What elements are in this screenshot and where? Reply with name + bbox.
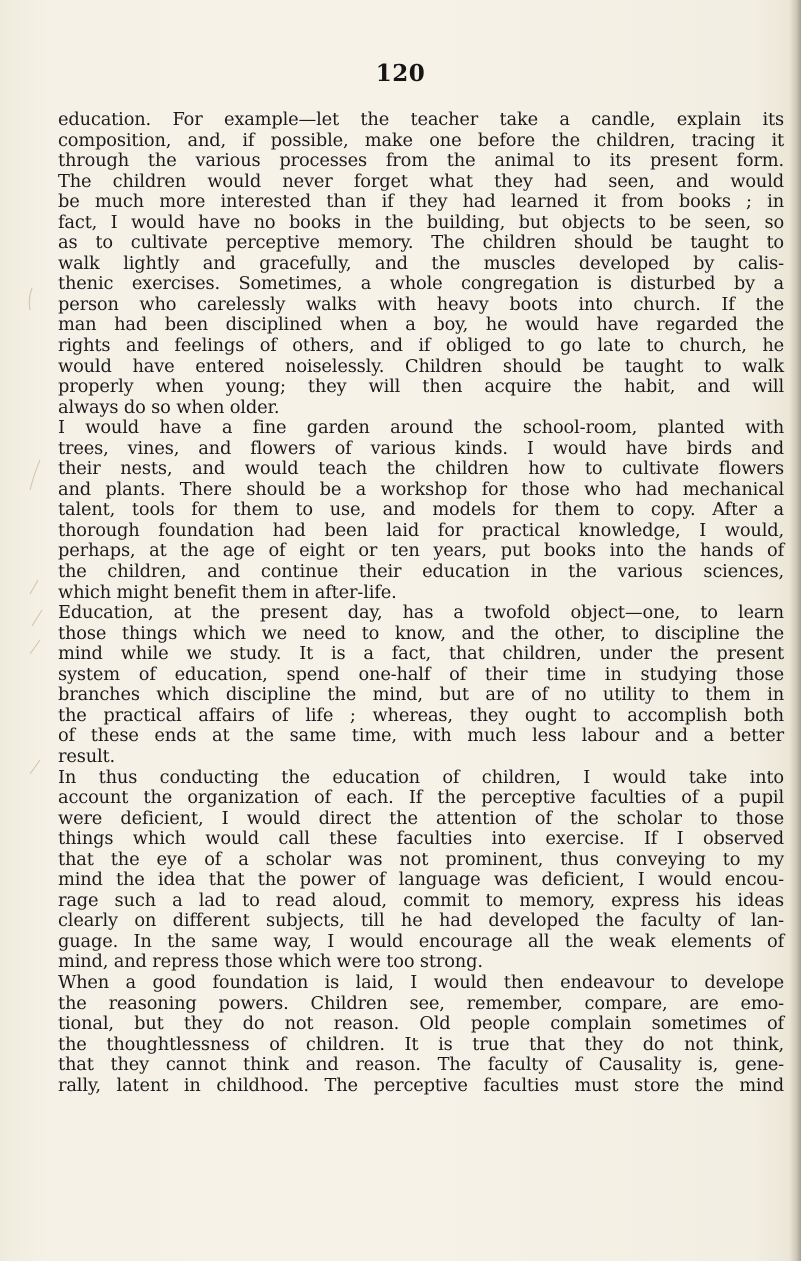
text-line: were deficient, I would direct the attention of the scholar to those <box>58 807 784 829</box>
text-line: that the eye of a scholar was not prominent, thus conveying to my <box>58 848 784 870</box>
text-line: rally, latent in childhood. The perceptive faculties must store the mind <box>58 1074 784 1096</box>
text-line: rights and feelings of others, and if obliged to go late to church, he <box>58 335 784 357</box>
text-line: mind while we study. It is a fact, that children, under the present <box>58 643 784 665</box>
text-line: talent, tools for them to use, and models for them to copy. After a <box>58 499 784 521</box>
text-line: guage. In the same way, I would encourage all the weak elements of <box>58 930 784 952</box>
text-line: I would have a fine garden around the school-room, planted with <box>58 417 784 439</box>
text-line: their nests, and would teach the children how to cultivate flowers <box>58 458 784 480</box>
text-line: fact, I would have no books in the building, but objects to be seen, so <box>58 211 784 233</box>
text-line: through the various processes from the animal to its present form. <box>58 150 784 172</box>
text-line: perhaps, at the age of eight or ten years, put books into the hands of <box>58 540 784 562</box>
text-line: system of education, spend one-half of their time in studying those <box>58 663 784 685</box>
text-line: of these ends at the same time, with much less labour and a better <box>58 725 784 747</box>
text-line: mind, and repress those which were too strong. <box>58 951 483 973</box>
text-line: that they cannot think and reason. The faculty of Causality is, gene- <box>58 1054 784 1076</box>
text-line: be much more interested than if they had learned it from books ; in <box>58 191 784 213</box>
text-line: the practical affairs of life ; whereas, they ought to accomplish both <box>58 704 784 726</box>
text-line: person who carelessly walks with heavy boots into church. If the <box>58 293 784 315</box>
text-line: Education, at the present day, has a twofold object—one, to learn <box>58 602 784 624</box>
text-line: composition, and, if possible, make one before the children, tracing it <box>58 129 784 151</box>
text-line: thenic exercises. Sometimes, a whole congregation is disturbed by a <box>58 273 784 295</box>
page-number: 120 <box>375 60 426 87</box>
text-line: The children would never forget what they had seen, and would <box>58 170 784 192</box>
text-line: things which would call these faculties into exercise. If I observed <box>58 828 784 850</box>
text-line: thorough foundation had been laid for practical knowledge, I would, <box>58 519 784 541</box>
text-line: the thoughtlessness of children. It is true that they do not think, <box>58 1033 784 1055</box>
text-line: walk lightly and gracefully, and the muscles developed by calis- <box>58 252 784 274</box>
text-line: always do so when older. <box>58 396 280 418</box>
page-edge-shadow <box>789 0 801 1261</box>
text-line: man had been disciplined when a boy, he would have regarded the <box>58 314 784 336</box>
text-line: branches which discipline the mind, but are of no utility to them in <box>58 684 784 706</box>
text-line: would have entered noiselessly. Children should be taught to walk <box>58 355 784 377</box>
text-line: which might benefit them in after-life. <box>58 581 397 603</box>
text-line: as to cultivate perceptive memory. The children should be taught to <box>58 232 784 254</box>
text-line: those things which we need to know, and the other, to discipline the <box>58 622 784 644</box>
text-line: mind the idea that the power of language was deficient, I would encou- <box>58 869 784 891</box>
text-line: tional, but they do not reason. Old people complain sometimes of <box>58 1013 784 1035</box>
text-line: result. <box>58 745 116 767</box>
text-line: trees, vines, and flowers of various kinds. I would have birds and <box>58 437 784 459</box>
text-line: When a good foundation is laid, I would then endeavour to develope <box>58 971 784 993</box>
text-line: the children, and continue their education in the various sciences, <box>58 561 784 583</box>
body-text <box>58 110 784 1096</box>
text-line: rage such a lad to read aloud, commit to memory, express his ideas <box>58 889 784 911</box>
margin-pencil-marks <box>20 280 60 780</box>
text-line: the reasoning powers. Children see, remember, compare, are emo- <box>58 992 784 1014</box>
text-line: properly when young; they will then acquire the habit, and will <box>58 376 784 398</box>
text-line: clearly on different subjects, till he had developed the faculty of lan- <box>58 910 784 932</box>
text-line: education. For example—let the teacher take a candle, explain its <box>58 109 784 130</box>
text-line: account the organization of each. If the perceptive faculties of a pupil <box>58 787 784 809</box>
text-line: and plants. There should be a workshop for those who had mechanical <box>58 478 784 500</box>
text-line: In thus conducting the education of children, I would take into <box>58 766 784 788</box>
